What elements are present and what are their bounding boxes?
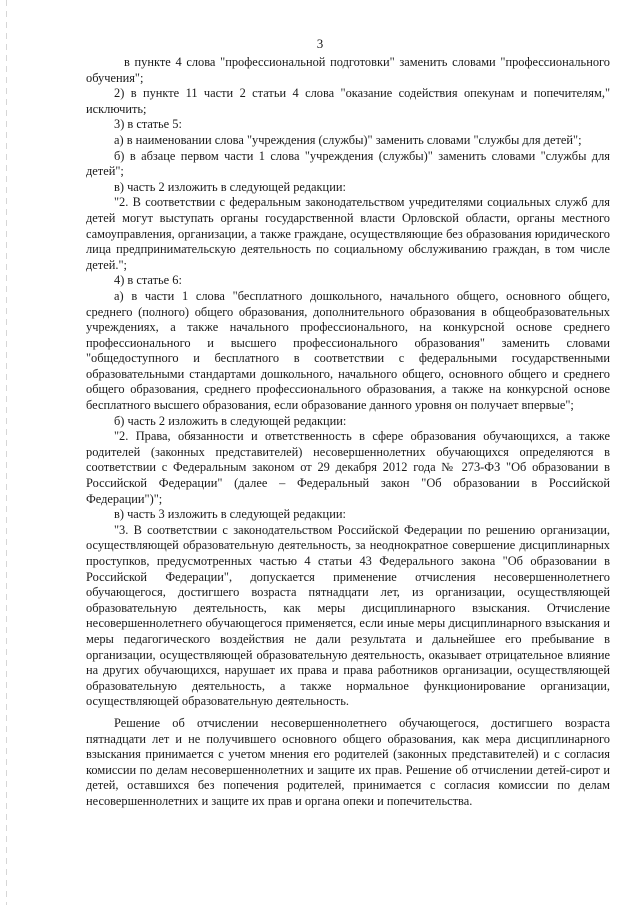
paragraph-5: б) в абзаце первом части 1 слова "учреждения (службы)" заменить словами "службы для детей"; [86, 148, 610, 179]
paragraph-13: "3. В соответствии с законодательством Российской Федерации по решению организации, осуществляющей образовательную деятельность, за неоднократное совершение дисциплинарных проступков, предусмотренных частью 4 статьи 43 Федерального закона "Об образовании в Российской Федерации", допускается применение отчисления несовершеннолетнего обучающегося, достигшего возраста пятнадцати лет, из организации, осуществляющей образовательную деятельность, как меры дисциплинарного взыскания. Отчисление несовершеннолетнего обучающегося применяется, если иные меры дисциплинарного взыскания и меры педагогического воздействия не дали результата и дальнейшее его пребывание в организации, осуществляющей образовательную деятельность, оказывает отрицательное влияние на других обучающихся, нарушает их права и права работников организации, осуществляющей образовательную деятельность, а также нормальное функционирование организации, осуществляющей образовательную деятельность. [86, 522, 610, 709]
paragraph-4: а) в наименовании слова "учреждения (службы)" заменить словами "службы для детей"; [114, 132, 582, 147]
paragraph-14: Решение об отчислении несовершеннолетнего обучающегося, достигшего возраста пятнадцати лет и не получившего основного общего образования, как мера дисциплинарного взыскания принимается с учетом мнения его родителей (законных представителей) и с согласия комиссии по делам несовершеннолетних и защите их прав. Решение об отчислении детей-сирот и детей, оставшихся без попечения родителей, принимается с согласия комиссии по делам несовершеннолетних и защите их прав и органа опеки и попечительства. [86, 715, 610, 808]
page-number: 3 [316, 36, 324, 51]
document-body [86, 55, 610, 810]
paragraph-1: в пункте 4 слова "профессиональной подготовки" заменить словами "профессионального обучения"; [86, 55, 610, 85]
paragraph-11: "2. Права, обязанности и ответственность в сфере образования обучающихся, а также родителей (законных представителей) несовершеннолетних обучающихся определяются в соответствии с Федеральным законом от 29 декабря 2012 года № 273-ФЗ "Об образовании в Российской Федерации" (далее – Федеральный закон "Об образовании в Российской Федерации")"; [86, 429, 610, 506]
paragraph-12: в) часть 3 изложить в следующей редакции: [114, 507, 346, 522]
paragraph-7: "2. В соответствии с федеральным законодательством учредителями социальных служб для детей могут выступать органы государственной власти Орловской области, органы местного самоуправления, организации, а также граждане, осуществляющие без образования юридического лица предпринимательскую деятельность по социальному обслуживанию граждан, в том числе детей."; [86, 195, 610, 272]
paragraph-3: 3) в статье 5: [114, 117, 182, 132]
paragraph-9: а) в части 1 слова "бесплатного дошкольного, начального общего, основного общего, среднего (полного) общего образования, дополнительного образования в общеобразовательных учреждениях, а также начального профессионального, на конкурсной основе среднего профессионального и высшего профессионального образования" заменить словами "общедоступного и бесплатного в соответствии с федеральными государственными образовательными стандартами дошкольного, начального общего, основного общего и среднего общего образования, среднего профессионального образования, а также на конкурсной основе бесплатного высшего образования, если образование данного уровня он получает впервые"; [86, 288, 610, 413]
scan-edge [6, 0, 7, 905]
paragraph-6: в) часть 2 изложить в следующей редакции: [114, 179, 346, 194]
paragraph-2: 2) в пункте 11 части 2 статьи 4 слова "оказание содействия опекунам и попечителям," исключить; [86, 86, 610, 116]
paragraph-10: б) часть 2 изложить в следующей редакции: [114, 413, 347, 428]
paragraph-8: 4) в статье 6: [114, 273, 182, 288]
